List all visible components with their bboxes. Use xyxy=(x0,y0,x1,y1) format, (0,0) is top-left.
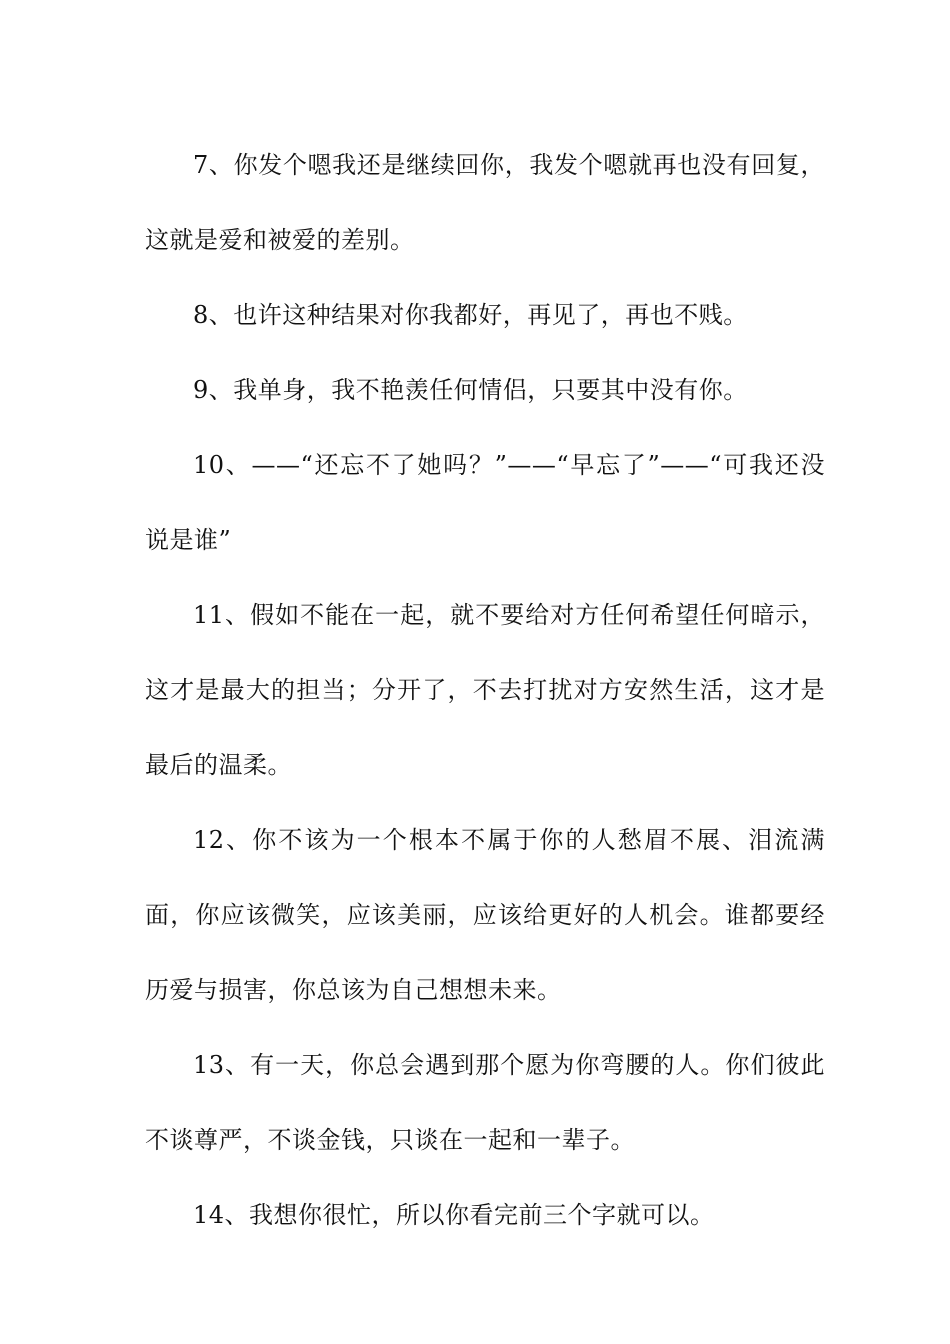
document-body xyxy=(145,128,825,1253)
paragraph-8: 8、也许这种结果对你我都好，再见了，再也不贱。 xyxy=(193,301,748,329)
paragraph-14: 14、我想你很忙，所以你看完前三个字就可以。 xyxy=(193,1201,715,1229)
paragraph-11: 11、假如不能在一起，就不要给对方任何希望任何暗示，这才是最大的担当；分开了，不去打扰对方安然生活，这才是最后的温柔。 xyxy=(145,601,825,779)
paragraph-7: 7、你发个嗯我还是继续回你，我发个嗯就再也没有回复，这就是爱和被爱的差别。 xyxy=(145,151,825,254)
paragraph-10: 10、——“还忘不了她吗？”——“早忘了”——“可我还没说是谁” xyxy=(145,451,825,554)
paragraph-9: 9、我单身，我不艳羡任何情侣，只要其中没有你。 xyxy=(193,376,748,404)
paragraph-12: 12、你不该为一个根本不属于你的人愁眉不展、泪流满面，你应该微笑，应该美丽，应该给更好的人机会。谁都要经历爱与损害，你总该为自己想想未来。 xyxy=(145,826,825,1004)
paragraph-13: 13、有一天，你总会遇到那个愿为你弯腰的人。你们彼此不谈尊严，不谈金钱，只谈在一起和一辈子。 xyxy=(145,1051,825,1154)
